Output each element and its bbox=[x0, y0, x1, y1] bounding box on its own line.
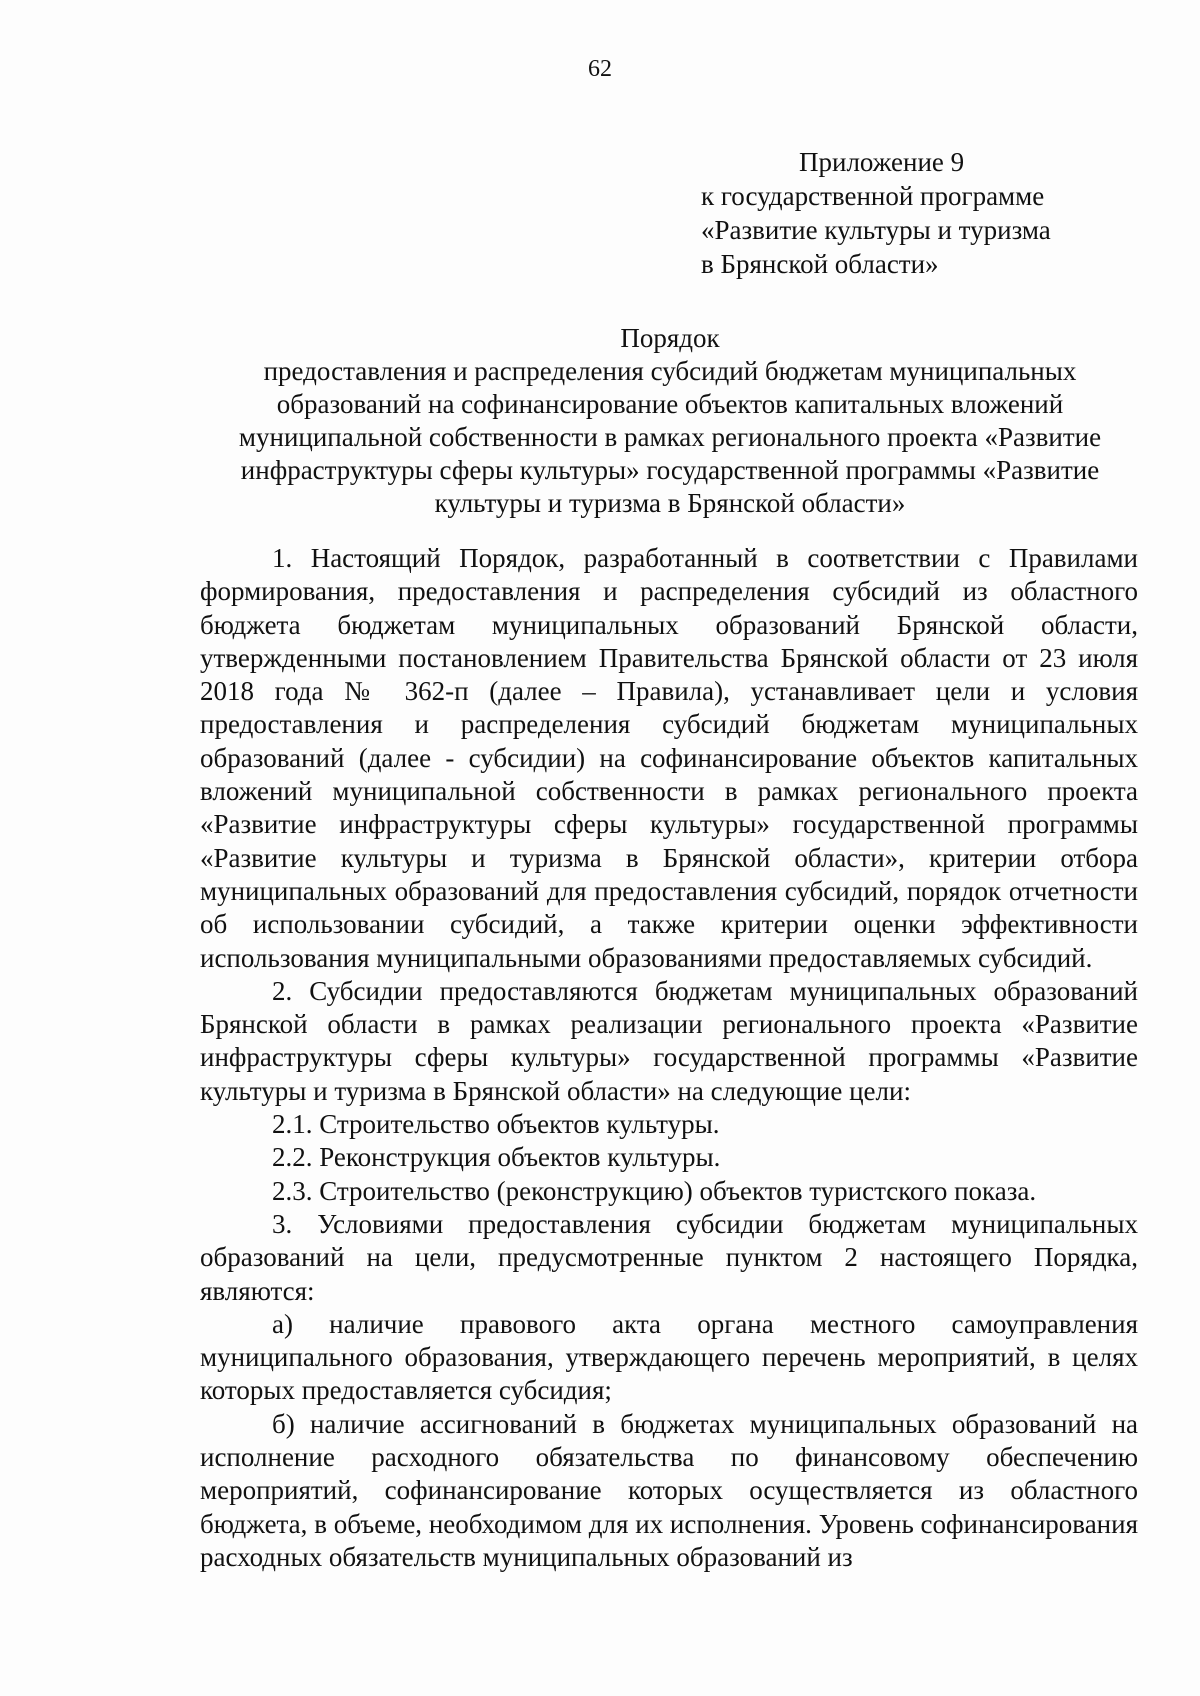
document-title: Порядок bbox=[620, 323, 720, 353]
paragraph: 2.3. Строительство (реконструкцию) объектов туристского показа. bbox=[272, 1175, 1037, 1206]
paragraph: а) наличие правового акта органа местного самоуправления муниципального образования, утверждающего перечень мероприятий, в целях которых предоставляется субсидия; bbox=[200, 1308, 1138, 1406]
appendix-line: в Брянской области» bbox=[701, 249, 939, 279]
document-title-block bbox=[200, 322, 1140, 520]
paragraph: 2.1. Строительство объектов культуры. bbox=[272, 1109, 720, 1140]
paragraph: 1. Настоящий Порядок, разработанный в соответствии с Правилами формирования, предоставления и распределения субсидий из областного бюджета бюджетам муниципальных образований Брянской области, утвержденными постановлением Правительства Брянской области от 23 июля 2018 года № 362-п (далее – Правила), устанавливает цели и условия предоставления и распределения субсидий бюджетам муниципальных образований (далее - субсидии) на софинансирование объектов капитальных вложений муниципальной собственности в рамках регионального проекта «Развитие инфраструктуры сферы культуры» государственной программы «Развитие культуры и туризма в Брянской области», критерии отбора муниципальных образований для предоставления субсидий, порядок отчетности об использовании субсидий, а также критерии оценки эффективности использования муниципальными образованиями предоставляемых субсидий. bbox=[200, 543, 1138, 973]
paragraph: 2. Субсидии предоставляются бюджетам муниципальных образований Брянской области в рамках реализации регионального проекта «Развитие инфраструктуры сферы культуры» государственной программы «Развитие культуры и туризма в Брянской области» на следующие цели: bbox=[200, 975, 1138, 1106]
document-subtitle: предоставления и распределения субсидий бюджетам муниципальных образований на софинансирование объектов капитальных вложений муниципальной собственности в рамках регионального проекта «Развитие инфраструктуры сферы культуры» государственной программы «Развитие культуры и туризма в Брянской области» bbox=[238, 356, 1102, 518]
appendix-line: «Развитие культуры и туризма bbox=[701, 215, 1051, 245]
appendix-header bbox=[701, 145, 1121, 281]
paragraph: 2.2. Реконструкция объектов культуры. bbox=[272, 1142, 721, 1173]
paragraph: 3. Условиями предоставления субсидии бюджетам муниципальных образований на цели, предусмотренные пунктом 2 настоящего Порядка, являются: bbox=[200, 1208, 1138, 1306]
appendix-line: Приложение 9 bbox=[799, 147, 965, 177]
page-number: 62 bbox=[588, 56, 612, 82]
appendix-line: к государственной программе bbox=[701, 181, 1045, 211]
document-body bbox=[200, 542, 1138, 1574]
paragraph: б) наличие ассигнований в бюджетах муниципальных образований на исполнение расходного обязательства по финансовому обеспечению мероприятий, софинансирование которых осуществляется из областного бюджета, в объеме, необходимом для их исполнения. Уровень софинансирования расходных обязательств муниципальных образований из bbox=[200, 1408, 1138, 1572]
